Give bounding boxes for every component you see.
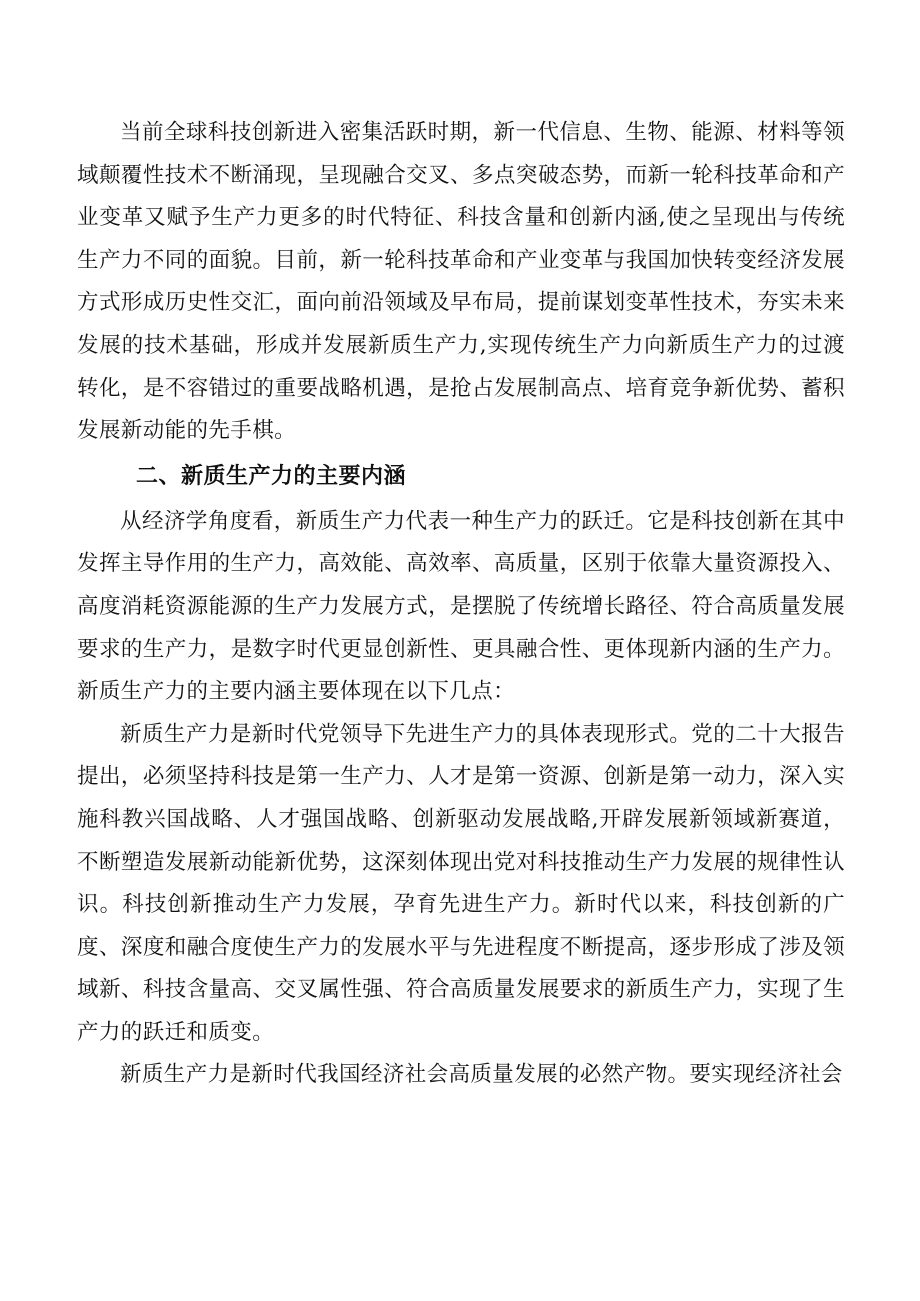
paragraph-high-quality-development: 新质生产力是新时代我国经济社会高质量发展的必然产物。要实现经济社会 (120, 1062, 843, 1088)
section-heading: 二、新质生产力的主要内涵 (136, 463, 407, 489)
document-page (77, 112, 845, 1097)
paragraph-advanced-productivity: 新质生产力是新时代党领导下先进生产力的具体表现形式。党的二十大报告提出，必须坚持科技是第一生产力、人才是第一资源、创新是第一动力，深入实施科教兴国战略、人才强国战略、创新驱动发展战略,开辟发展新领域新赛道，不断塑造发展新动能新优势，这深刻体现出党对科技推动生产力发展的规律性认识。科技创新推动生产力发展，孕育先进生产力。新时代以来，科技创新的广度、深度和融合度使生产力的发展水平与先进程度不断提高，逐步形成了涉及领域新、科技含量高、交叉属性强、符合高质量发展要求的新质生产力，实现了生产力的跃迁和质变。 (77, 721, 845, 1045)
paragraph-economics-view: 从经济学角度看，新质生产力代表一种生产力的跃迁。它是科技创新在其中发挥主导作用的生产力，高效能、高效率、高质量，区别于依靠大量资源投入、高度消耗资源能源的生产力发展方式，是摆脱了传统增长路径、符合高质量发展要求的生产力，是数字时代更显创新性、更具融合性、更体现新内涵的生产力。新质生产力的主要内涵主要体现在以下几点： (77, 508, 845, 705)
paragraph-tech-revolution: 当前全球科技创新进入密集活跃时期，新一代信息、生物、能源、材料等领域颠覆性技术不断涌现，呈现融合交叉、多点突破态势，而新一轮科技革命和产业变革又赋予生产力更多的时代特征、科技含量和创新内涵,使之呈现出与传统生产力不同的面貌。目前，新一轮科技革命和产业变革与我国加快转变经济发展方式形成历史性交汇，面向前沿领域及早布局，提前谋划变革性技术，夯实未来发展的技术基础，形成并发展新质生产力,实现传统生产力向新质生产力的过渡转化，是不容错过的重要战略机遇，是抢占发展制高点、培育竞争新优势、蓄积发展新动能的先手棋。 (77, 120, 845, 444)
